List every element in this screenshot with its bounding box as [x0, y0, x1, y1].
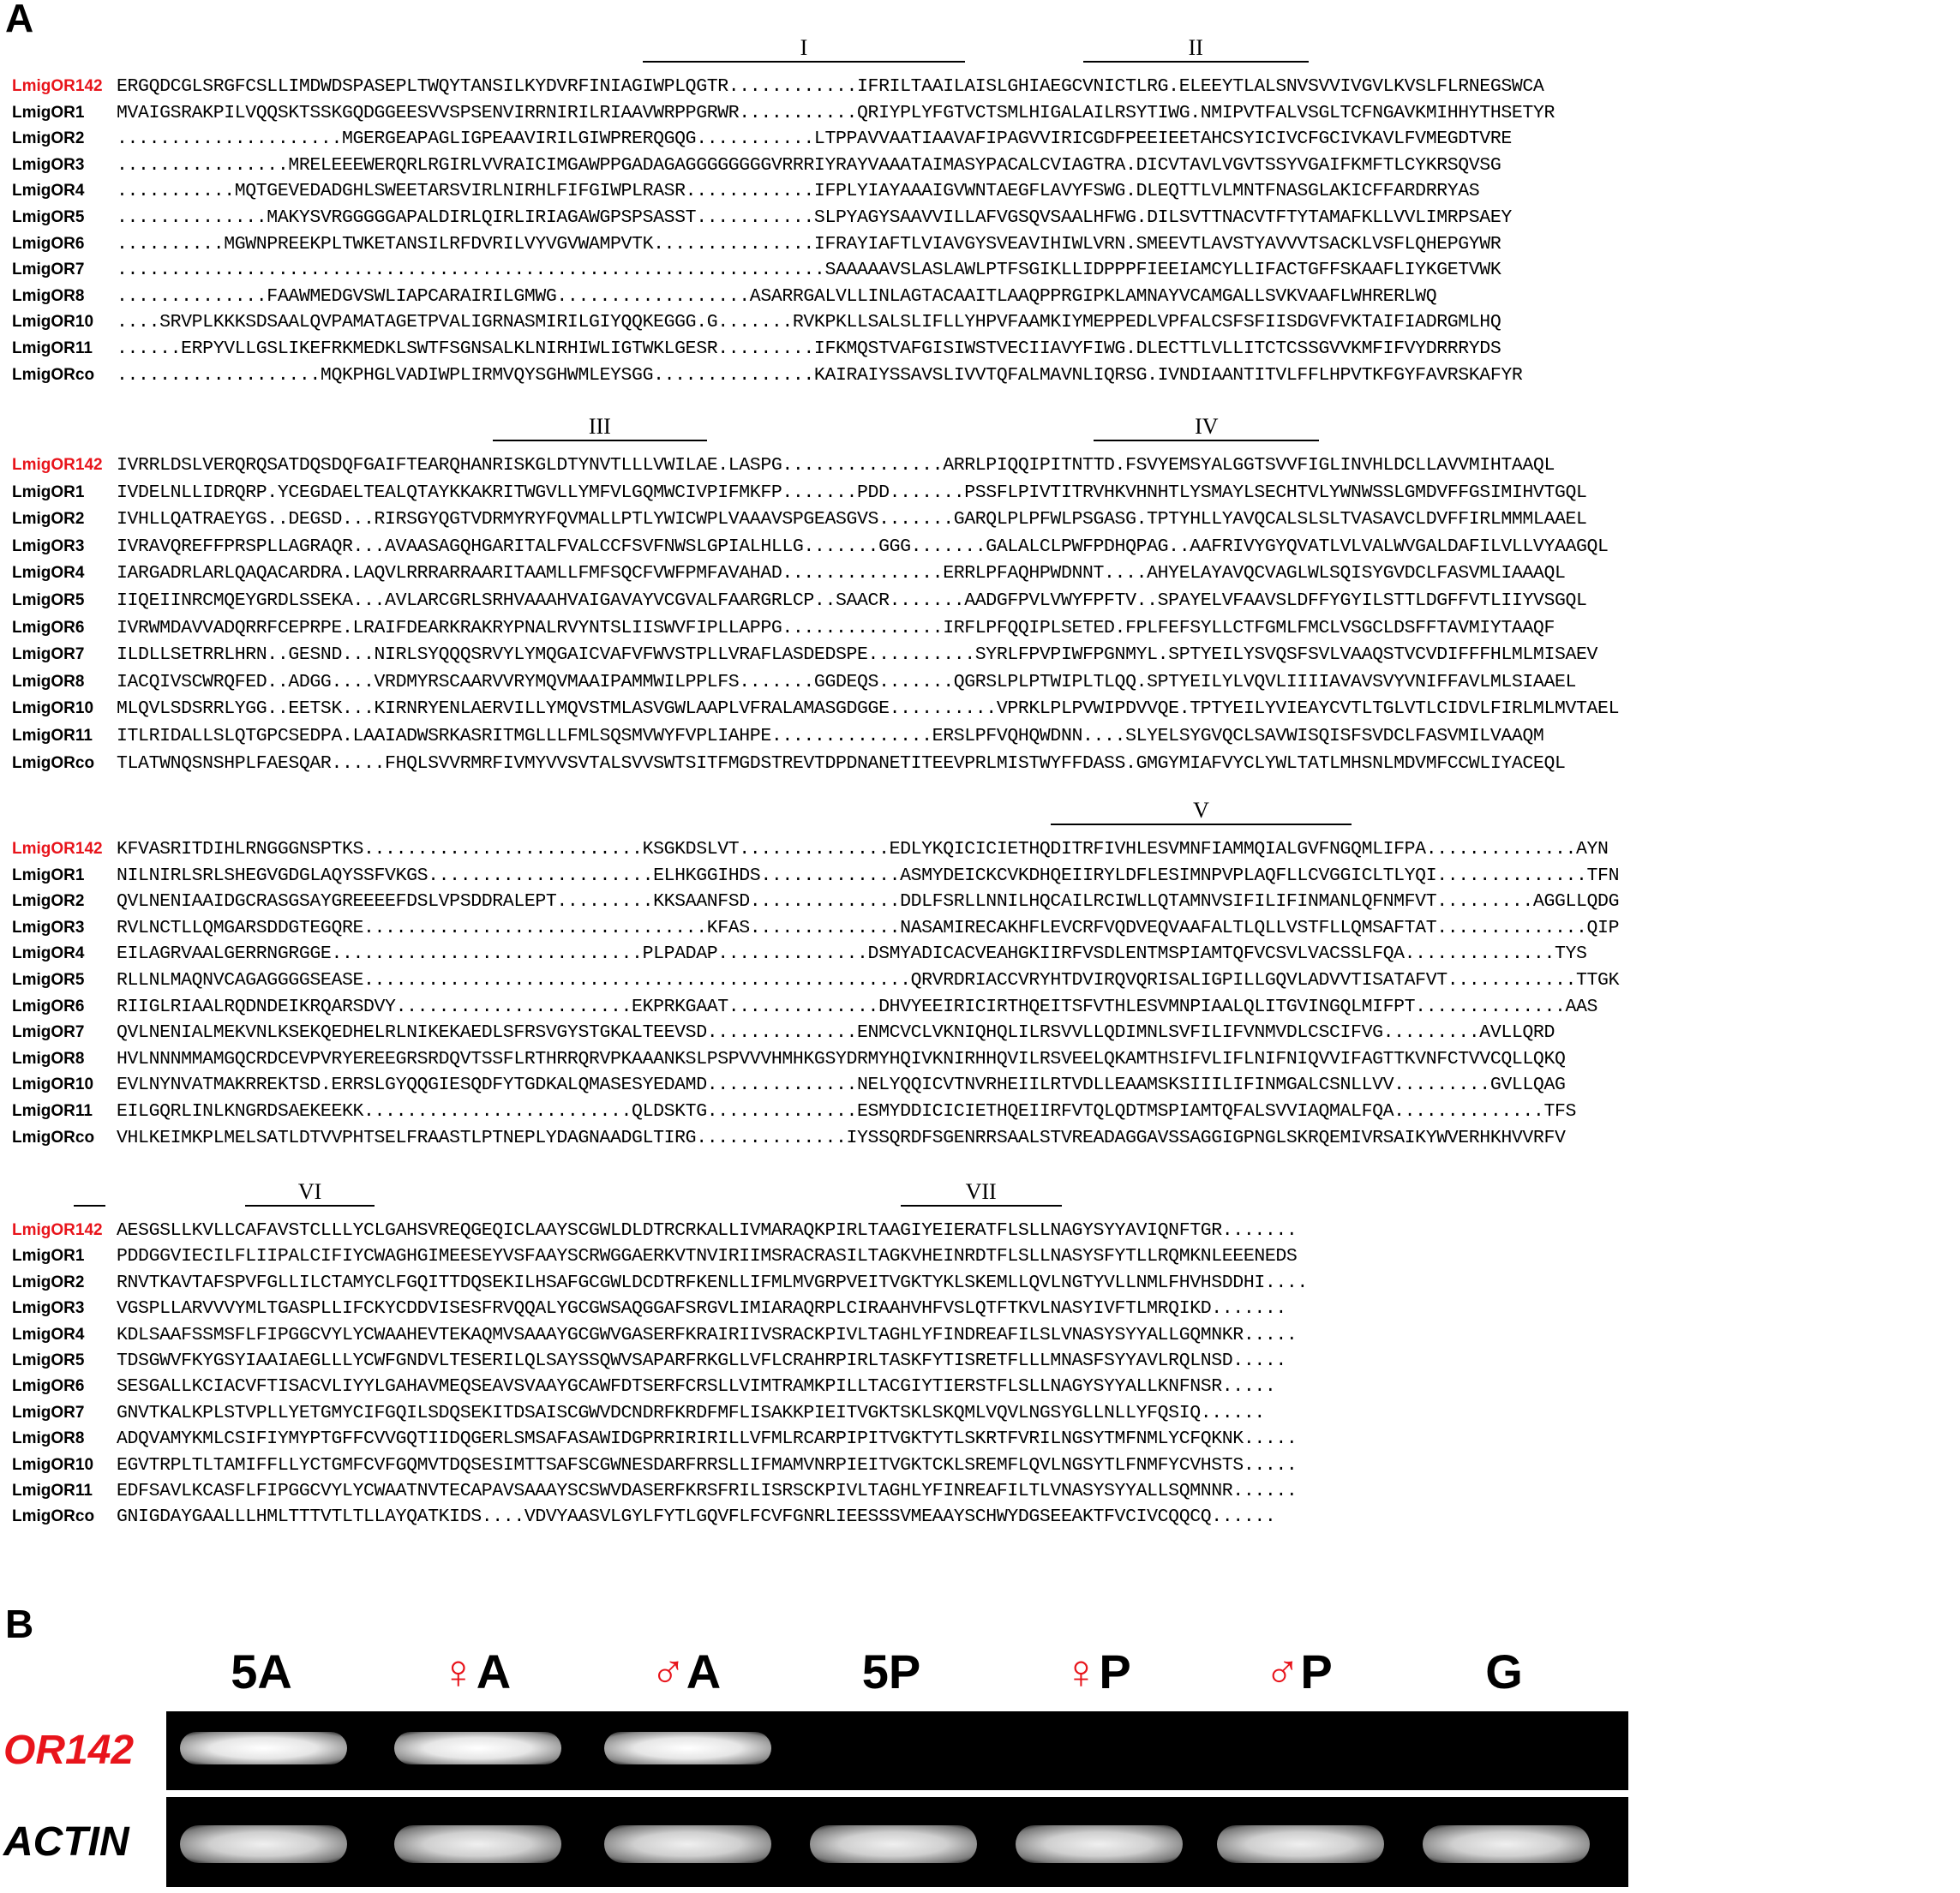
transmembrane-domain-label: IV: [1195, 414, 1219, 439]
sequence-name: LmigOR2: [12, 510, 85, 529]
sequence-name: LmigOR10: [12, 313, 94, 332]
sequence-residues: RIIGLRIAALRQDNDEIKRQARSDVY......................EKPRKGAAT..............DHVYEEIRICIRTHQEITSFVTHLESVMNPIAALQLITGVINGQLMIFPT..............AAS: [117, 996, 1598, 1017]
transmembrane-domain-bar: [74, 1205, 106, 1207]
sequence-residues: IARGADRLARLQAQACARDRA.LAQVLRRRARRAARITAAMLLFMFSQCFVWFPMFAVAHAD...............ERRLPFAQHPWDNNT....AHYELAYAVQCVAGLWLSQISYGVDCLFASVMLIAAAQL: [117, 563, 1566, 584]
sequence-residues: HVLNNNMMAMGQCRDCEVPVRYEREEGRSRDQVTSSFLRTHRRQRVPKAAANKSLPSPVVVHMHKGSYDRMYHQIVKNIRHHQVILRSVEELQKAMTHSIFVLIFLNIFNIQVVIFAGTTKVNFCTVVCQLLQKQ: [117, 1048, 1566, 1069]
sequence-residues: RVLNCTLLQMGARSDDGTEGQRE................................KFAS..............NASAMIRECAKHFLEVCRFVQDVEQVAAFALTLQLLVSTFLLQMSAFTAT..............QIP: [117, 917, 1620, 938]
sequence-residues: RNVTKAVTAFSPVFGLLILCTAMYCLFGQITTDQSEKILHSAFGCGWLDCDTRFKENLLIFMLMVGRPVEITVGKTYKLSKEMLLQVLNGTYVLLNMLFHVHSDDHI....: [117, 1272, 1308, 1293]
sequence-name: LmigOR1: [12, 103, 85, 122]
actin-band: [1016, 1825, 1183, 1863]
transmembrane-domain-bar: [901, 1205, 1062, 1207]
sequence-residues: MLQVLSDSRRLYGG..EETSK...KIRNRYENLAERVILLYMQVSTMLASVGWLAAPLVFRALAMASGDGGE..........VPRKLPLPVWIPDVVQE.TPTYEILYVIEAYCVTLTGLVTLCIDVLFIRLMLMVTAEL: [117, 698, 1620, 720]
female-symbol-icon: ♀: [1063, 1644, 1100, 1698]
transmembrane-domain-label: III: [588, 414, 611, 439]
transmembrane-domain-bar: [493, 440, 708, 441]
sequence-name: LmigOR2: [12, 1273, 85, 1291]
or142-gel-strip: [166, 1711, 1628, 1790]
transmembrane-domain-bar: [1051, 824, 1352, 825]
sequence-residues: .....................MGERGEAPAGLIGPEAAVIRILGIWPRERQGQG...........LTPPAVVAATIAAVAFIPAGVVIRICGDFPEEIEETAHCSYICIVCFGCIVKAVLFVMEGDTVRE: [117, 129, 1512, 150]
sequence-name: LmigOR3: [12, 1299, 85, 1318]
sequence-name: LmigOR11: [12, 339, 93, 357]
sequence-name: LmigOR2: [12, 892, 85, 911]
sequence-name: LmigORco: [12, 365, 95, 384]
sequence-name: LmigOR3: [12, 536, 85, 555]
sequence-residues: EGVTRPLTLTAMIFFLLYCTGMFCVFGQMVTDQSESIMTTSAFSCGWNESDARFRRSLLIFMAMVNRPIEITVGKTCKLSREMFLQVLNGSYTLFNMFYCVHSTS.....: [117, 1454, 1298, 1476]
sequence-residues: AESGSLLKVLLCAFAVSTCLLLYCLGAHSVREQGEQICLAAYSCGWLDLDTRCRKALLIVMARAQKPIRLTAAGIYEIERATFLSLLNAGYSYYAVIQNFTGR.......: [117, 1220, 1298, 1241]
sequence-name: LmigOR8: [12, 286, 85, 305]
sequence-name: LmigOR1: [12, 1247, 85, 1266]
actin-band: [810, 1825, 977, 1863]
sequence-residues: ..........MGWNPREEKPLTWKETANSILRFDVRILVYVGVWAMPVTK...............IFRAYIAFTLVIAVGYSVEAVIHIWLVRN.SMEEVTLAVSTYAVVVTSACKLVSFLQHEPGYWR: [117, 233, 1501, 255]
sequence-residues: IVRRLDSLVERQRQSATDQSDQFGAIFTEARQHANRISKGLDTYNVTLLLVWILAE.LASPG...............ARRLPIQQIPITNTTD.FSVYEMSYALGGTSVVFIGLINVHLDCLLAVVMIHTAAQL: [117, 455, 1555, 476]
transmembrane-domain-label: II: [1188, 35, 1203, 60]
or142-band: [394, 1732, 561, 1764]
sequence-name: LmigOR5: [12, 1351, 85, 1369]
gene-label-or142: OR142: [3, 1728, 135, 1773]
sequence-residues: ITLRIDALLSLQTGPCSEDPA.LAAIADWSRKASRITMGLLLFMLSQSMVWYFVPLIAHPE...............ERSLPFVQHQWDNN....SLYELSYGVQCLSAVWISQISFSVDCLFASVMILVAAQM: [117, 726, 1544, 746]
sequence-name: LmigOR3: [12, 155, 85, 174]
lane-label: [441, 1644, 511, 1699]
actin-band: [180, 1825, 347, 1863]
sequence-name: LmigOR6: [12, 1377, 85, 1396]
actin-band: [394, 1825, 561, 1863]
sequence-name: LmigOR142: [12, 840, 103, 858]
panel-b-label: B: [5, 1602, 34, 1646]
sequence-name: LmigOR11: [12, 1102, 93, 1120]
transmembrane-domain-bar: [1094, 440, 1319, 441]
sequence-name: LmigOR8: [12, 672, 85, 691]
sequence-name: LmigOR5: [12, 208, 85, 226]
sequence-name: LmigOR6: [12, 997, 85, 1015]
sequence-name: LmigOR142: [12, 456, 103, 474]
sequence-name: LmigOR7: [12, 1023, 85, 1042]
male-symbol-icon: ♂: [1264, 1644, 1301, 1698]
sequence-residues: IACQIVSCWRQFED..ADGG....VRDMYRSCAARVVRYMQVMAAIPAMMWILPPLFS.......GGDEQS.......QGRSLPLPTWIPLTLQQ.SPTYEILYLVQVLIIIIAVAVSVYVNIFFAVLMLSIAAEL: [117, 671, 1577, 692]
lane-label: [1264, 1644, 1332, 1699]
sequence-name: LmigORco: [12, 1507, 95, 1526]
transmembrane-domain-bar: [245, 1205, 374, 1207]
sequence-name: LmigOR4: [12, 944, 85, 963]
or142-band: [180, 1732, 347, 1764]
sequence-residues: IVRAVQREFFPRSPLLAGRAQR...AVAASAGQHGARITALFVALCCFSVFNWSLGPIALHLLG.......GGG.......GALALCLPWFPDHQPAG..AAFRIVYGYQVATLVLVALWVGALDAFILVLLVYAAGQL: [117, 536, 1609, 557]
transmembrane-domain-label: VI: [297, 1179, 322, 1204]
sequence-name: LmigOR142: [12, 1221, 103, 1239]
sequence-residues: VGSPLLARVVVYMLTGASPLLIFCKYCDDVISESFRVQQALYGCGWSAQGGAFSRGVLIMIARAQRPLCIRAAHVHFVSLQTFTKVLNASYIVFTLMRQIKD.......: [117, 1298, 1286, 1320]
sequence-residues: KFVASRITDIHLRNGGGNSPTKS..........................KSGKDSLVT..............EDLYKQICICIETHQDITRFIVHLESVMNFIAMMQIALGVFNGQMLIFPA..............AYN: [117, 839, 1609, 860]
sequence-residues: ILDLLSETRRLHRN..GESND...NIRLSYQQQSRVYLYMQGAICVAFVFWVSTPLLVRAFLASDEDSPE..........SYRLFPVPIWFPGNMYL.SPTYEILYSVQSFSVLVAAQSTVCVDIFFFHLMLMISAEV: [117, 644, 1598, 666]
panel-a-label: A: [5, 0, 34, 40]
sequence-residues: ......ERPYVLLGSLIKEFRKMEDKLSWTFSGNSALKLNIRHIWLIGTWKLGESR.........IFKMQSTVAFGISIWSTVECIIAVYFIWG.DLECTTLVLLITCTCSSGVVKMFIFVYDRRRYDS: [117, 338, 1501, 359]
sequence-residues: IVHLLQATRAEYGS..DEGSD...RIRSGYQGTVDRMYRYFQVMALLPTLYWICWPLVAAAVSPGEASGVS.......GARQLPLPFWLPSGASG.TPTYHLLYAVQCALSLSLTVASAVCLDVFFIRLMMMLAAEL: [117, 509, 1587, 530]
sequence-name: LmigOR142: [12, 77, 103, 95]
sequence-residues: ERGQDCGLSRGFCSLLIMDWDSPASEPLTWQYTANSILKYDVRFINIAGIWPLQGTR............IFRILTAAILAISLGHIAEGCVNICTLRG.ELEEYTLALSNVSVVIVGVLKVSLFLRNEGSWCA: [117, 76, 1544, 97]
sequence-name: LmigOR11: [12, 1482, 93, 1500]
sequence-residues: QVLNENIAAIDGCRASGSAYGREEEEFDSLVPSDDRALEPT.........KKSAANFSD..............DDLFSRLLNNILHQCAILRCIWLLQTAMNVSIFILIFINMANLQFNMFVT.........AGGLLQDG: [117, 891, 1620, 913]
transmembrane-domain-label: VII: [965, 1179, 997, 1204]
sequence-name: LmigOR5: [12, 971, 85, 989]
sequence-residues: TLATWNQSNSHPLFAESQAR.....FHQLSVVRMRFIVMYVVSVTALSVVSWTSITFMGDSTREVTDPDNANETITEEVPRLMISTWYFFDASS.GMGYMIAFVYCLYWLTATLMHSNLMDVMFCCWLIYACEQL: [117, 752, 1566, 774]
sequence-name: LmigOR4: [12, 564, 85, 583]
lane-label: [1063, 1644, 1130, 1699]
or142-band: [604, 1732, 771, 1764]
sequence-residues: ADQVAMYKMLCSIFIYMYPTGFFCVVGQTIIDQGERLSMSAFASAWIDGPRRIRIRILLVFMLRCARPIPITVGKTYTLSKRTFVRILNGSYTMFNMLYCFQKNK.....: [117, 1429, 1298, 1450]
sequence-residues: PDDGGVIECILFLIIPALCIFIYCWAGHGIMEESEYVSFAAYSCRWGGAERKVTNVIRIIMSRACRASILTAGKVHEINRDTFLSLLNASYSFYTLLRQMKNLEEENEDS: [117, 1246, 1298, 1267]
lane-stage: P: [1099, 1644, 1131, 1698]
sequence-residues: ..................................................................SAAAAAVSLASLAWLPTFSGIKLLIDPPPFIEEIAMCYLLIFACTGFFSKAAFLIYKGETVWK: [117, 260, 1501, 281]
sequence-residues: GNVTKALKPLSTVPLLYETGMYCIFGQILSDQSEKITDSAISCGWVDCNDRFKRDFMFLISAKKPIEITVGKTSKLSKQMLVQVLNGSYGLLNLLYFQSIQ......: [117, 1402, 1265, 1423]
sequence-residues: SESGALLKCIACVFTISACVLIYYLGAHAVMEQSEAVSVAAYGCAWFDTSERFCRSLLVIMTRAMKPILLTACGIYTIERSTFLSLLNAGYSYYALLKNFNSR.....: [117, 1376, 1276, 1398]
sequence-name: LmigOR8: [12, 1429, 85, 1448]
lane-stage: P: [1300, 1644, 1333, 1698]
sequence-name: LmigOR1: [12, 482, 85, 501]
sequence-residues: KDLSAAFSSMSFLFIPGGCVYLYCWAAHEVTEKAQMVSAAAYGCGWVGASERFKRAIRIIVSRACKPIVLTAGHLYFINDREAFILSLVNASYSYYALLGQMNKR.....: [117, 1324, 1298, 1345]
sequence-residues: GNIGDAYGAALLLHMLTTTVTLTLLAYQATKIDS....VDVYAASVLGYLFYTLGQVFLFCVFGNRLIEESSSVMEAAYSCHWYDGSEEAKTFVCIVCQQCQ......: [117, 1507, 1276, 1528]
transmembrane-domain-label: I: [800, 35, 808, 60]
gene-label-actin: ACTIN: [3, 1819, 129, 1865]
sequence-name: LmigOR5: [12, 591, 85, 609]
sequence-name: LmigOR10: [12, 1075, 94, 1094]
sequence-name: LmigOR7: [12, 645, 85, 664]
sequence-name: LmigOR3: [12, 918, 85, 937]
sequence-name: LmigOR7: [12, 1403, 85, 1422]
lane-stage: A: [686, 1644, 722, 1698]
sequence-residues: ...................MQKPHGLVADIWPLIRMVQYSGHWMLEYSGG...............KAIRAIYSSAVSLIVVTQFALMAVNLIQRSG.IVNDIAANTITVLFFLHPVTKFGYFAVRSKAFYR: [117, 364, 1523, 386]
transmembrane-domain-bar: [1083, 61, 1309, 63]
sequence-name: LmigOR7: [12, 261, 85, 279]
sequence-name: LmigORco: [12, 753, 95, 772]
sequence-name: LmigOR11: [12, 727, 93, 745]
actin-band: [604, 1825, 771, 1863]
lane-stage: A: [476, 1644, 512, 1698]
male-symbol-icon: ♂: [650, 1644, 686, 1698]
sequence-residues: IIQEIINRCMQEYGRDLSSEKA...AVLARCGRLSRHVAAAHVAIGAVAYVCGVALFAARGRLCP..SAACR.......AADGFPVLVWYFPFTV..SPAYELVFAAVSLDFFYGYILSTTLDGFFVTLIIYVSGQL: [117, 590, 1587, 611]
actin-band: [1423, 1825, 1590, 1863]
lane-label: [650, 1644, 721, 1699]
sequence-residues: ..............FAAWMEDGVSWLIAPCARAIRILGMWG..................ASARRGALVLLINLAGTACAAITLAAQPPRGIPKLAMNAYVCAMGALLSVKVAAFLWHRERLWQ: [117, 285, 1437, 307]
transmembrane-domain-bar: [643, 61, 965, 63]
sequence-name: LmigORco: [12, 1128, 95, 1147]
sequence-name: LmigOR10: [12, 1455, 94, 1474]
sequence-residues: RLLNLMAQNVCAGAGGGGSEASE...................................................QRVRDRIACCVRYHTDVIRQVQRISALIGPILLGQVLADVVTISATAFVT............TTGK: [117, 970, 1620, 991]
lane-label: 5A: [231, 1644, 292, 1698]
sequence-residues: NILNIRLSRLSHEGVGDGLAQYSSFVKGS.....................ELHKGGIHDS.............ASMYDEICKCVKDHQEIIRYLDFLESIMNPVPLAQFLLCVGGICLTLYQI..............TFN: [117, 865, 1620, 886]
sequence-name: LmigOR4: [12, 182, 85, 201]
sequence-name: LmigOR1: [12, 866, 85, 884]
sequence-residues: EILGQRLINLKNGRDSAEKEEKK.........................QLDSKTG..............ESMYDDICICIETHQEIIRFVTQLQDTMSPIAMTQFALSVVIAQMALFQA..............TFS: [117, 1101, 1577, 1122]
sequence-residues: ................MRELEEEWERQRLRGIRLVVRAICIMGAWPPGADAGAGGGGGGGGVRRRIYRAYVAAATAIMASYPACALCVIAGTRA.DICVTAVLVGVTSSYVGAIFKMFTLCYKRSQVSG: [117, 154, 1501, 176]
sequence-name: LmigOR6: [12, 234, 85, 253]
sequence-residues: EILAGRVAALGERRNGRGGE.............................PLPADAP..............DSMYADICACVEAHGKIIRFVSDLENTMSPIAMTQFVCSVLVACSSLFQA..............TYS: [117, 944, 1587, 965]
sequence-residues: EVLNYNVATMAKRREKTSD.ERRSLGYQQGIESQDFYTGDKALQMASESYEDAMD..............NELYQQICVTNVRHEIILRTVDLLEAAMSKSIIILIFINMGALCSNLLVV.........GVLLQAG: [117, 1075, 1566, 1096]
sequence-name: LmigOR6: [12, 618, 85, 637]
sequence-residues: ...........MQTGEVEDADGHLSWEETARSVIRLNIRHLFIFGIWPLRASR............IFPLYIAYAAAIGVWNTAEGFLAVYFSWG.DLEQTTLVLMNTFNASGLAKICFFARDRRYAS: [117, 181, 1480, 202]
lane-label: G: [1485, 1644, 1523, 1698]
sequence-name: LmigOR10: [12, 699, 94, 718]
sequence-residues: EDFSAVLKCASFLFIPGGCVYLYCWAATNVTECAPAVSAAAYSCSWVDASERFKRSFRILISRSCKPIVLTAGHLYFINREAFILTLVNASYSYYALLSQMNNR......: [117, 1481, 1298, 1501]
sequence-residues: QVLNENIALMEKVNLKSEKQEDHELRLNIKEKAEDLSFRSVGYSTGKALTEEVSD..............ENMCVCLVKNIQHQLILRSVVLLQDIMNLSVFILIFVNMVDLCSCIFVG.........AVLLQRD: [117, 1022, 1555, 1044]
sequence-residues: TDSGWVFKYGSYIAAIAEGLLLYCWFGNDVLTESERILQLSAYSSQWVSAPARFRKGLLVFLCRAHRPIRLTASKFYTISRETFLLLMNASFSYYAVLRQLNSD.....: [117, 1351, 1286, 1371]
female-symbol-icon: ♀: [440, 1644, 477, 1698]
sequence-residues: VHLKEIMKPLMELSATLDTVVPHTSELFRAASTLPTNEPLYDAGNAADGLTIRG..............IYSSQRDFSGENRRSAALSTVREADAGGAVSSAGGIGPNGLSKRQEMIVRSAIKYWVERHKHVVRFV: [117, 1127, 1566, 1148]
sequence-residues: IVRWMDAVVADQRRFCEPRPE.LRAIFDEARKRAKRYPNALRVYNTSLIISWVFIPLLAPPG...............IRFLPFQQIPLSETED.FPLFEFSYLLCTFGMLFMCLVSGCLDSFFTAVMIYTAAQF: [117, 617, 1555, 638]
sequence-residues: MVAIGSRAKPILVQQSKTSSKGQDGGEESVVSPSENVIRRNIRILRIAAVWRPPGRWR...........QRIYPLYFGTVCTSMLHIGALAILRSYTIWG.NMIPVTFALVSGLTCFNGAVKMIHHYTHSETYR: [117, 102, 1555, 123]
sequence-residues: ..............MAKYSVRGGGGGAPALDIRLQIRLIRIAGAWGPSPSASST...........SLPYAGYSAAVVILLAFVGSQVSAALHFWG.DILSVTTNACVTFTYTAMAFKLLVVLIMRPSAEY: [117, 207, 1512, 228]
sequence-name: LmigOR4: [12, 1325, 85, 1344]
sequence-name: LmigOR2: [12, 129, 85, 148]
actin-band: [1217, 1825, 1384, 1863]
transmembrane-domain-label: V: [1193, 798, 1209, 823]
sequence-residues: ....SRVPLKKKSDSAALQVPAMATAGETPVALIGRNASMIRILGIYQQKEGGG.G.......RVKPKLLSALSLIFLLYHPVFAAMKIYMEPPEDLVPFALCSFSFIISDGVFVKTAIFIADRGMLHQ: [117, 312, 1501, 333]
sequence-residues: IVDELNLLIDRQRP.YCEGDAELTEALQTAYKKAKRITWGVLLYMFVLGQMWCIVPIFMKFP.......PDD.......PSSFLPIVTITRVHKVHNHTLYSMAYLSECHTVLYWNWSSLGMDVFFGSIMIHVTGQL: [117, 482, 1587, 503]
lane-label: 5P: [861, 1644, 921, 1698]
sequence-name: LmigOR8: [12, 1049, 85, 1068]
